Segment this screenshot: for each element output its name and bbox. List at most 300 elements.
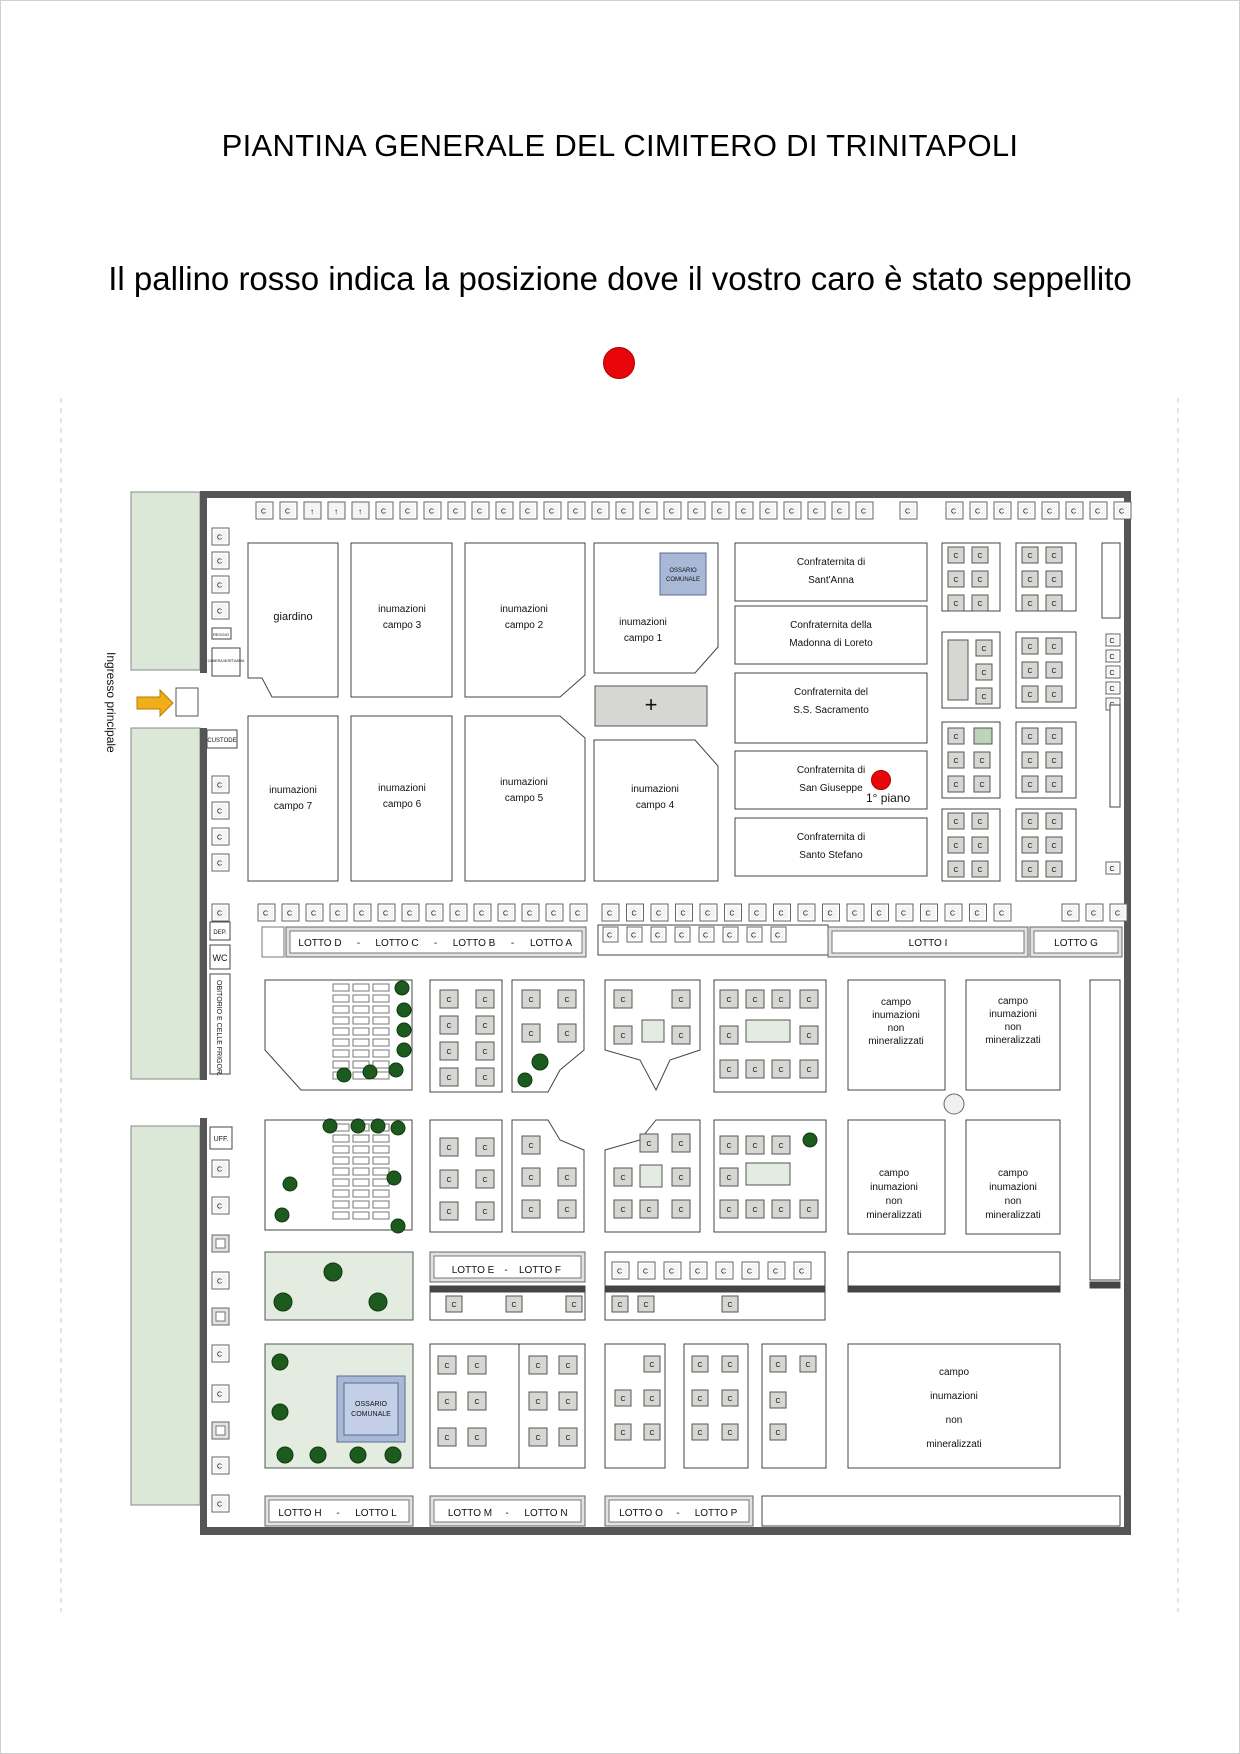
tree-icon — [397, 1023, 411, 1037]
grave-cell-letter: C — [788, 508, 795, 516]
field-campo4-label-line: inumazioni — [631, 784, 679, 795]
field-nm4-label-line: mineralizzati — [985, 1210, 1041, 1221]
grave-letter: C — [977, 819, 983, 826]
plot-tag — [333, 1146, 349, 1153]
grave-letter: C — [482, 1209, 488, 1216]
tree-icon — [283, 1177, 297, 1191]
grave-letter: C — [678, 1141, 684, 1148]
grave-letter: C — [1051, 668, 1057, 675]
cross-icon: + — [644, 692, 658, 717]
grave-cell-letter: C — [876, 910, 882, 918]
tree-icon — [350, 1447, 366, 1463]
tree-icon — [385, 1447, 401, 1463]
grave-letter: C — [726, 1067, 732, 1074]
grave-cell-letter: C — [631, 910, 637, 918]
grave-letter: C — [977, 601, 983, 608]
room-uff-label: UFF. — [213, 1136, 229, 1143]
plot-tag — [333, 1157, 349, 1164]
grave-letter: C — [1027, 758, 1033, 765]
conf-loreto-label-line: Confraternita della — [790, 620, 872, 631]
grave-letter: C — [953, 734, 959, 741]
grave-cell-letter: C — [260, 508, 267, 516]
slot-arrow-icon: ↑ — [310, 507, 314, 516]
grave-cell-letter: C — [216, 1203, 223, 1211]
plot-tag — [353, 1028, 369, 1035]
plot-tag — [353, 1006, 369, 1013]
tree-icon — [397, 1043, 411, 1057]
grave-cell-letter: C — [642, 1268, 649, 1276]
green-strip-bottom — [131, 1126, 200, 1505]
lotto-ef-label: LOTTO E — [451, 1265, 495, 1276]
grave-letter: C — [953, 819, 959, 826]
grave-green — [640, 1165, 662, 1187]
plot-tag — [373, 1028, 389, 1035]
grave-letter: C — [806, 997, 812, 1004]
grave-letter: C — [649, 1362, 655, 1369]
tree-icon — [310, 1447, 326, 1463]
grave-cell-letter: C — [216, 534, 223, 542]
wall-hatch-inner — [216, 1312, 225, 1321]
grave-letter: C — [446, 1075, 452, 1082]
wall-hatch-inner — [216, 1426, 225, 1435]
grave-letter: C — [444, 1399, 450, 1406]
entrance-gate[interactable] — [176, 688, 198, 716]
grave-letter: C — [678, 1033, 684, 1040]
grave-cell-letter: C — [216, 1351, 223, 1359]
grave-cell-letter: C — [802, 910, 809, 918]
grave-letter: C — [451, 1302, 457, 1309]
lotto-dcba-label: LOTTO A — [529, 938, 573, 949]
ossario-bottom-label-line: OSSARIO — [355, 1401, 387, 1408]
grave-cell-letter: C — [548, 508, 555, 516]
grave-cell-letter: C — [616, 1268, 623, 1276]
tree-icon — [275, 1208, 289, 1222]
grave-letter: C — [752, 1143, 758, 1150]
marker-label: 1° piano — [866, 791, 911, 805]
grave-letter: C — [1027, 782, 1033, 789]
wall-hatch-inner — [216, 1239, 225, 1248]
grave-cell-letter: C — [404, 508, 411, 516]
lotto-dcba-label: - — [433, 938, 438, 949]
grave-letter: C — [1027, 668, 1033, 675]
grave-cell-letter: C — [974, 910, 980, 918]
lotto-ef-label: - — [504, 1265, 508, 1276]
grave-letter: C — [474, 1363, 480, 1370]
field-nm5-label-line: mineralizzati — [926, 1439, 982, 1450]
grave-letter: C — [474, 1399, 480, 1406]
fountain-icon — [944, 1094, 964, 1114]
grave-cell-letter: C — [216, 1501, 223, 1509]
grave-letter: C — [977, 553, 983, 560]
rail — [848, 1286, 1060, 1292]
lotto-mn-label: - — [505, 1508, 509, 1519]
grave-letter: C — [646, 1207, 652, 1214]
grave-letter: C — [1051, 577, 1057, 584]
plot-tag — [373, 1050, 389, 1057]
grave-letter: C — [727, 1302, 733, 1309]
tree-icon — [337, 1068, 351, 1082]
grave-letter: C — [1027, 577, 1033, 584]
plot-tag — [333, 1179, 349, 1186]
grave-cell-letter: C — [827, 910, 833, 918]
field-nm2-label-line: campo — [997, 996, 1029, 1007]
grave-letter: C — [752, 997, 758, 1004]
grave-letter: C — [564, 1175, 570, 1182]
plot-tag — [353, 1157, 369, 1164]
grave-cell-letter: C — [262, 910, 269, 918]
grave-cell-letter: C — [216, 782, 223, 790]
ossario-bottom-label-line: COMUNALE — [351, 1411, 391, 1418]
grave-cell-letter: C — [680, 910, 686, 918]
grave-cell-letter: C — [596, 508, 603, 516]
grave-cell-letter: C — [216, 860, 223, 868]
grave-letter: C — [775, 1398, 781, 1405]
grave-cell-letter: C — [904, 508, 911, 516]
grave-letter: C — [446, 1177, 452, 1184]
grave-letter: C — [752, 1207, 758, 1214]
grave-green-long — [746, 1163, 790, 1185]
grave-letter: C — [620, 1207, 626, 1214]
plot-tag — [373, 1157, 389, 1164]
plot-tag — [373, 1190, 389, 1197]
grave-letter: C — [697, 1362, 703, 1369]
grave-letter: C — [528, 1207, 534, 1214]
lotto-op-label: LOTTO O — [619, 1508, 663, 1519]
grave-cell-letter: C — [668, 508, 675, 516]
plot-tag — [333, 984, 349, 991]
tree-icon — [363, 1065, 377, 1079]
grave-letter: C — [726, 1175, 732, 1182]
grave-cell-letter: C — [216, 1278, 223, 1286]
grave-cell-letter: C — [216, 1391, 223, 1399]
grave-cell-letter: C — [500, 508, 507, 516]
field-campo6-label-line: campo 6 — [382, 799, 422, 810]
room-reggio-label: REGGIO — [212, 632, 230, 637]
grave-letter: C — [981, 646, 987, 653]
grave-cell-letter: C — [668, 1268, 675, 1276]
grave-letter: C — [565, 1363, 571, 1370]
tree-icon — [518, 1073, 532, 1087]
field-nm2-label-line: mineralizzati — [985, 1035, 1041, 1046]
grave-cell-letter: C — [1066, 910, 1073, 918]
conf-sangiuseppe-label-line: Confraternita di — [796, 765, 866, 776]
tree-icon — [369, 1293, 387, 1311]
grave-letter: C — [977, 843, 983, 850]
field-nm5-label-line: non — [945, 1415, 963, 1426]
field-campo1-label-line: campo 1 — [623, 633, 663, 644]
field-nm2-label-line: non — [1004, 1022, 1022, 1033]
field-campo7 — [248, 716, 338, 881]
grave-cell-letter: C — [812, 508, 819, 516]
grave-letter: C — [1027, 843, 1033, 850]
grave-cell-letter: C — [774, 932, 781, 940]
grave-cell-letter: C — [1118, 508, 1125, 516]
grave-letter: C — [446, 1023, 452, 1030]
grave-letter: C — [1051, 553, 1057, 560]
grave-cell-letter: C — [900, 910, 907, 918]
right-long-field — [1090, 980, 1120, 1280]
grave-letter: C — [775, 1430, 781, 1437]
grave-letter: C — [528, 997, 534, 1004]
tree-icon — [324, 1263, 342, 1281]
grave-letter: C — [953, 867, 959, 874]
grave-cell-letter: C — [726, 932, 733, 940]
grave-letter: C — [1051, 601, 1057, 608]
grave-letter: C — [535, 1435, 541, 1442]
plot-tag — [373, 1039, 389, 1046]
field-campo7-label-line: campo 7 — [273, 801, 313, 812]
tree-icon — [351, 1119, 365, 1133]
grave-letter: C — [977, 867, 983, 874]
plot-tag — [333, 1061, 349, 1068]
field-nm3-label-line: inumazioni — [870, 1182, 918, 1193]
grave-cell-letter: C — [720, 1268, 727, 1276]
conf-santostefano-label-line: Confraternita di — [796, 832, 866, 843]
burial-marker[interactable] — [872, 771, 891, 790]
grave-cell-letter: C — [1094, 508, 1101, 516]
conf-santostefano-label-line: Santo Stefano — [799, 850, 863, 861]
grave-letter: C — [678, 1175, 684, 1182]
grave-letter: C — [953, 782, 959, 789]
grave-letter: C — [482, 1145, 488, 1152]
field-campo7-label-line: inumazioni — [269, 785, 317, 796]
conf-santanna-label-line: Sant'Anna — [808, 575, 854, 586]
field-campo3-label-line: campo 3 — [382, 620, 422, 631]
grave-letter: C — [977, 577, 983, 584]
grave-cell-letter: C — [216, 1166, 223, 1174]
lotto-g-label: LOTTO G — [1054, 938, 1098, 949]
grave-cell-letter: C — [406, 910, 413, 918]
plot-tag — [353, 1201, 369, 1208]
plot-tag — [353, 1168, 369, 1175]
plot-tag — [373, 984, 389, 991]
grave-cell-letter: C — [1109, 638, 1115, 645]
tree-icon — [272, 1404, 288, 1420]
plot-tag — [373, 995, 389, 1002]
plot-tag — [333, 1168, 349, 1175]
grave-letter: C — [806, 1033, 812, 1040]
grave-cell-letter: C — [702, 932, 709, 940]
grave-cell-letter: C — [998, 508, 1005, 516]
grave-cell-letter: C — [772, 1268, 779, 1276]
tree-icon — [277, 1447, 293, 1463]
grave-green — [642, 1020, 664, 1042]
grave-letter: C — [726, 997, 732, 1004]
field-campo5-label-line: campo 5 — [504, 793, 544, 804]
grave-cell-letter: C — [526, 910, 533, 918]
field-nm2-label-line: inumazioni — [989, 1009, 1037, 1020]
grave-letter: C — [564, 1031, 570, 1038]
grave-letter: C — [726, 1207, 732, 1214]
chapel-long — [948, 640, 968, 700]
tree-icon — [391, 1121, 405, 1135]
lotto-hl-label: LOTTO H — [278, 1508, 322, 1519]
lotto-mn-label: LOTTO M — [447, 1508, 493, 1519]
grave-letter: C — [1051, 692, 1057, 699]
slot-arrow-icon: ↑ — [334, 507, 338, 516]
field-campo2-label-line: inumazioni — [500, 604, 548, 615]
grave-letter: C — [806, 1207, 812, 1214]
page-subtitle: Il pallino rosso indica la posizione dove il vostro caro è stato seppellito — [108, 260, 1132, 297]
grave-cell-letter: C — [310, 910, 317, 918]
field-campo2-label-line: campo 2 — [504, 620, 544, 631]
grave-letter: C — [697, 1430, 703, 1437]
grave-cell-letter: C — [778, 910, 784, 918]
page-title: PIANTINA GENERALE DEL CIMITERO DI TRINITAPOLI — [221, 128, 1019, 163]
grave-cell-letter: C — [550, 910, 557, 918]
grave-cell-letter: C — [949, 910, 956, 918]
grave-cell-letter: C — [764, 508, 771, 516]
ossario-top-label-line: COMUNALE — [665, 577, 701, 583]
bottom-empty — [762, 1496, 1120, 1526]
grave-cell-letter: C — [216, 808, 223, 816]
ossario-top — [660, 553, 706, 595]
field-campo4-label-line: campo 4 — [635, 800, 675, 811]
tree-icon — [389, 1063, 403, 1077]
grave-cell-letter: C — [716, 508, 723, 516]
room-dep-label: DEP. — [213, 930, 227, 936]
grave-letter: C — [726, 1033, 732, 1040]
grave-letter: C — [1027, 867, 1033, 874]
grave-cell-letter: C — [746, 1268, 753, 1276]
grave-letter: C — [726, 1143, 732, 1150]
grave-cell-letter: C — [216, 582, 223, 590]
grave-letter: C — [727, 1362, 733, 1369]
ossario-top-label-line: OSSARIO — [669, 568, 697, 574]
lotto-dcba-label: LOTTO D — [298, 938, 342, 949]
grave-letter: C — [474, 1435, 480, 1442]
ossario-bottom-inner — [344, 1383, 398, 1435]
conf-santanna-label-line: Confraternita di — [796, 557, 866, 568]
right-strip-b — [1110, 705, 1120, 807]
grave-letter: C — [528, 1031, 534, 1038]
grave-cell-letter: C — [216, 1463, 223, 1471]
grave-cell-letter: C — [1046, 508, 1053, 516]
grave-letter: C — [981, 694, 987, 701]
grave-letter: C — [564, 1207, 570, 1214]
grave-letter: C — [446, 1145, 452, 1152]
grave-cell-letter: C — [836, 508, 843, 516]
chapel-green — [974, 728, 992, 744]
grave-cell-letter: C — [654, 932, 661, 940]
grave-letter: C — [620, 1396, 626, 1403]
grave-cell-letter: C — [851, 910, 858, 918]
grave-letter: C — [1051, 758, 1057, 765]
conf-sacramento-label-line: S.S. Sacramento — [793, 705, 869, 716]
lotto-i-label: LOTTO I — [908, 938, 948, 949]
grave-letter: C — [953, 577, 959, 584]
lotto-empty-a — [848, 1252, 1060, 1290]
plot-tag — [353, 984, 369, 991]
plot-tag — [373, 1146, 389, 1153]
lotto-dcba-label: LOTTO B — [452, 938, 496, 949]
grave-cell-letter: C — [216, 558, 223, 566]
grave-cell-letter: C — [950, 508, 957, 516]
field-nm4-label-line: campo — [997, 1168, 1029, 1179]
grave-cell-letter: C — [574, 910, 581, 918]
grave-cell-letter: C — [502, 910, 509, 918]
tree-icon — [532, 1054, 548, 1070]
grave-green-long — [746, 1020, 790, 1042]
grave-letter: C — [727, 1430, 733, 1437]
grave-cell-letter: C — [1109, 670, 1115, 677]
grave-letter: C — [646, 1141, 652, 1148]
lotto-dcba-label: LOTTO C — [375, 938, 419, 949]
lotto-dcba-label: - — [356, 938, 361, 949]
grave-cell-letter: C — [572, 508, 579, 516]
plot-tag — [333, 1028, 349, 1035]
grave-letter: C — [620, 1175, 626, 1182]
grave-letter: C — [727, 1396, 733, 1403]
grave-letter: C — [565, 1435, 571, 1442]
lotto-hl-label: - — [336, 1508, 340, 1519]
grave-cell-letter: C — [216, 910, 223, 918]
grave-cell-letter: C — [798, 1268, 805, 1276]
grave-letter: C — [778, 997, 784, 1004]
grave-letter: C — [620, 997, 626, 1004]
grave-letter: C — [482, 1177, 488, 1184]
grave-letter: C — [1027, 819, 1033, 826]
tree-icon — [274, 1293, 292, 1311]
grave-cell-letter: C — [216, 834, 223, 842]
tree-icon — [395, 981, 409, 995]
grave-letter: C — [482, 1049, 488, 1056]
plot-tag — [353, 1146, 369, 1153]
plot-tag — [333, 1201, 349, 1208]
grave-cell-letter: C — [694, 1268, 701, 1276]
field-nm3-label-line: non — [885, 1196, 903, 1207]
grave-cell-letter: C — [524, 508, 531, 516]
field-nm5-label-line: campo — [938, 1367, 970, 1378]
grave-letter: C — [981, 670, 987, 677]
grave-letter: C — [482, 1075, 488, 1082]
grave-letter: C — [1027, 601, 1033, 608]
grave-cell-letter: C — [729, 910, 735, 918]
plot-tag — [373, 1017, 389, 1024]
grave-letter: C — [535, 1363, 541, 1370]
field-campo6-label-line: inumazioni — [378, 783, 426, 794]
plot-tag — [333, 1135, 349, 1142]
grave-cell-letter: C — [1109, 654, 1115, 661]
grave-letter: C — [678, 1207, 684, 1214]
grave-letter: C — [979, 782, 985, 789]
grave-cell-letter: C — [1070, 508, 1077, 516]
grave-letter: C — [528, 1143, 534, 1150]
grave-letter: C — [953, 553, 959, 560]
rail — [430, 1286, 585, 1292]
room-obitorio-label: OBITORIO E CELLE FRIGOR. — [215, 980, 222, 1076]
grave-letter: C — [953, 601, 959, 608]
lotto-dcba-label: - — [510, 938, 515, 949]
grave-letter: C — [446, 1209, 452, 1216]
grave-cell-letter: C — [478, 910, 485, 918]
grave-cell-letter: C — [630, 932, 637, 940]
entrance-label: Ingresso principale — [104, 652, 118, 753]
grave-letter: C — [778, 1067, 784, 1074]
plot-tag — [373, 1135, 389, 1142]
plot-tag — [373, 1006, 389, 1013]
plot-tag — [353, 1050, 369, 1057]
tree-icon — [371, 1119, 385, 1133]
room-camera-label: CAMERA MORTUARIA — [207, 659, 245, 663]
grave-letter: C — [446, 1049, 452, 1056]
grave-letter: C — [1027, 692, 1033, 699]
plot-tag — [353, 1017, 369, 1024]
entrance-arrow-icon[interactable] — [137, 690, 173, 716]
field-campo1-label-line: inumazioni — [619, 617, 667, 628]
grave-cell-letter: C — [358, 910, 365, 918]
rail — [1090, 1282, 1120, 1288]
